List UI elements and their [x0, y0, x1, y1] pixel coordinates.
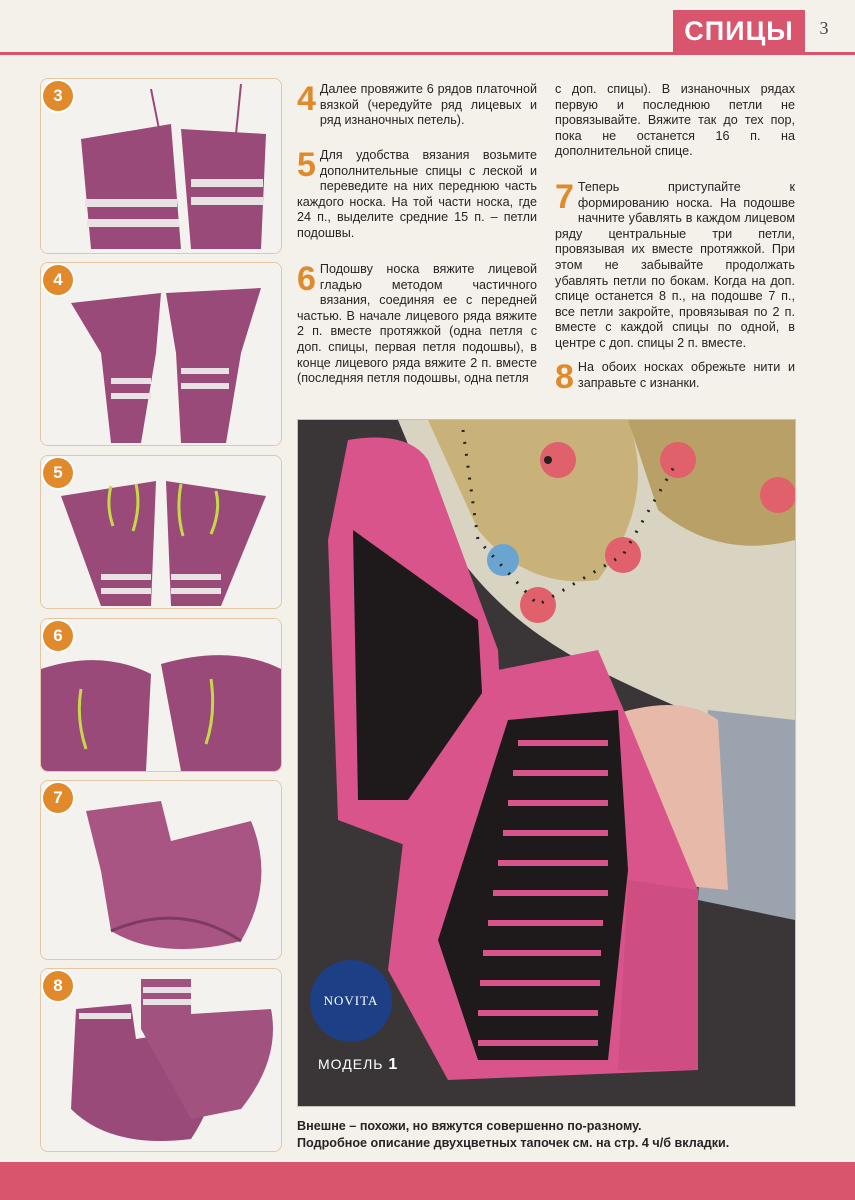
- step-badge: 4: [43, 265, 73, 295]
- sole-knitting-image: [41, 619, 281, 771]
- step-number: 7: [555, 178, 574, 216]
- step-photo-7: [40, 780, 282, 960]
- shaped-slipper-image: [41, 781, 281, 959]
- step-badge: 3: [43, 81, 73, 111]
- model-label: [318, 1056, 398, 1074]
- step-photo-8: [40, 968, 282, 1152]
- step-8-text: [555, 358, 795, 396]
- section-title: СПИЦЫ: [673, 10, 805, 52]
- step-body: Далее провяжите 6 рядов платочной вязкой (чередуйте ряд лицевых и ряд изнаночных петель).: [319, 82, 537, 128]
- step-number: 8: [555, 358, 574, 396]
- finished-slippers-image: [41, 969, 281, 1151]
- page-number: 3: [819, 18, 829, 38]
- model-number: 1: [388, 1056, 399, 1073]
- pieces-with-markers-image: [41, 456, 281, 608]
- bottom-band: [0, 1162, 855, 1200]
- caption-line-2: Подробное описание двухцветных тапочек см. на стр. 4 ч/б вкладки.: [297, 1136, 730, 1150]
- novita-logo: NOVITA: [310, 960, 392, 1042]
- photo-caption: [297, 1118, 817, 1152]
- step-7-text: [555, 180, 795, 352]
- main-photo: [297, 419, 796, 1107]
- step-body: Для удобства вязания возьмите дополнительные спицы с леской и переведите на них переднюю часть каждого носка. На той части носка, где 24 п., выделите средние 15 п. – петли подошвы.: [297, 148, 537, 240]
- step-body: На обоих носках обрежьте нити и заправьте с изнанки.: [577, 360, 795, 390]
- knitted-sock-cuffs-image: [41, 79, 281, 253]
- top-rule: [0, 52, 855, 55]
- step-number: 5: [297, 146, 316, 184]
- step-photo-3: [40, 78, 282, 254]
- step-body: с доп. спицы). В изнаночных рядах первую и последнюю петли не провязывайте. Вяжите так до тех пор, пока не останется 16 п. на дополнительной спице.: [555, 82, 795, 159]
- caption-line-1: Внешне – похожи, но вяжутся совершенно по-разному.: [297, 1119, 642, 1133]
- step-photo-5: [40, 455, 282, 609]
- step-number: 4: [297, 80, 316, 118]
- step-badge: 6: [43, 621, 73, 651]
- step-photo-4: [40, 262, 282, 446]
- step-number: 6: [297, 260, 316, 298]
- step-badge: 7: [43, 783, 73, 813]
- step-badge: 8: [43, 971, 73, 1001]
- model-label-text: МОДЕЛЬ: [318, 1056, 384, 1072]
- step-4-text: [297, 82, 537, 129]
- step-body: Теперь приступайте к формированию носка. На подошве начните убавлять в каждом лицевом ряду центральные три петли, провязывая их вместе протяжкой. При этом не забывайте продолжать убавлять петли по бокам. Когда на доп. спице останется 8 п., на подошве 7 п., все петли закройте, провязывая по 2 п. вместе с каждой спицы по одной, в центре с доп. спицы 2 п. вместе.: [555, 180, 795, 350]
- step-body: Подошву носка вяжите лицевой гладью методом частичного вязания, соединяя ее с передней частью. В начале лицевого ряда вяжите 2 п. вместе протяжкой (одна петля с доп. спицы, первая петля подошвы), в конце лицевого ряда вяжите 2 п. вместе (последняя петля подошвы, одна петля: [297, 262, 537, 386]
- knitted-pieces-image: [41, 263, 281, 445]
- step-5-text: [297, 148, 537, 242]
- step-badge: 5: [43, 458, 73, 488]
- step-6-continued-text: [555, 82, 795, 160]
- step-6-text: [297, 262, 537, 387]
- step-photo-6: [40, 618, 282, 772]
